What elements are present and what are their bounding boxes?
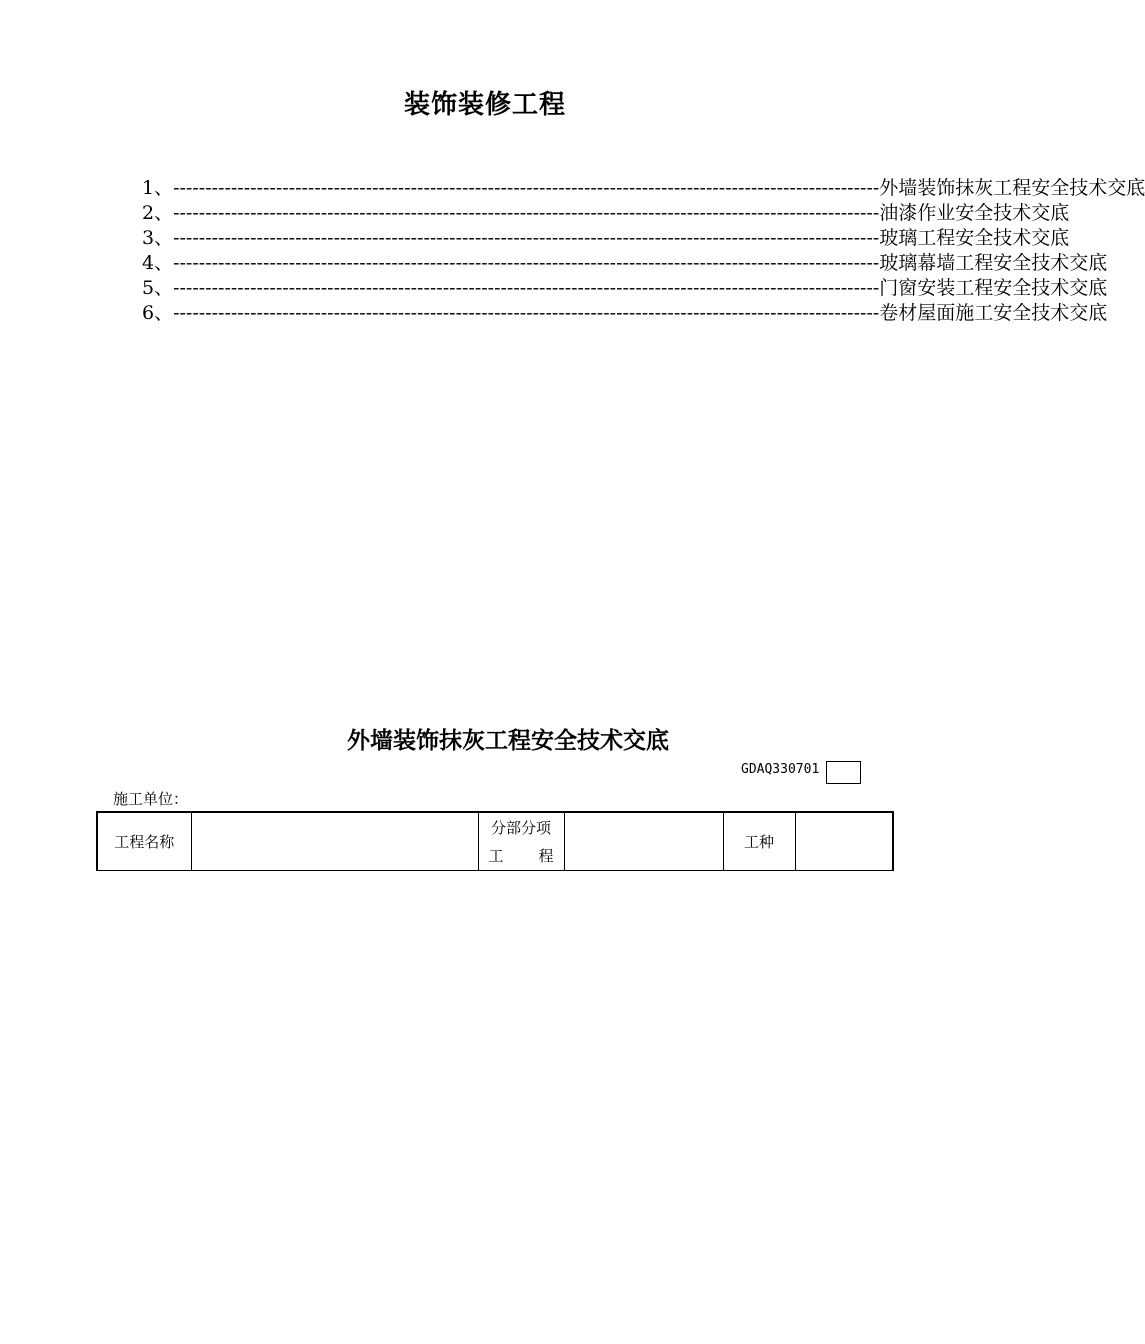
- sub-project-label: [478, 812, 564, 871]
- toc-item[interactable]: [142, 251, 1108, 276]
- sub-project-label-line1: 分部分项: [490, 818, 551, 837]
- sub-project-field[interactable]: [564, 812, 723, 871]
- toc-item-number: 1、: [142, 177, 174, 199]
- toc-item-title: 油漆作业安全技术交底: [879, 202, 1070, 224]
- toc-item-number: 4、: [142, 252, 174, 274]
- toc-item[interactable]: [142, 276, 1108, 301]
- toc-item-number: 6、: [142, 302, 174, 324]
- toc-leader: --------------------------------------------------------------------------------------------------------------: [173, 252, 880, 274]
- page-title: 装饰装修工程: [403, 90, 566, 120]
- toc-leader: --------------------------------------------------------------------------------------------------------------: [173, 202, 880, 224]
- toc-item-title: 外墙装饰抹灰工程安全技术交底: [879, 177, 1145, 199]
- toc-leader: --------------------------------------------------------------------------------------------------------------: [173, 302, 880, 324]
- project-info-table: [96, 811, 894, 871]
- toc-leader: --------------------------------------------------------------------------------------------------------------: [173, 227, 880, 249]
- sub-project-label-char2: 程: [538, 846, 554, 865]
- toc-item-title: 卷材屋面施工安全技术交底: [879, 302, 1108, 324]
- construction-unit-label: 施工单位：: [113, 790, 189, 808]
- project-name-field[interactable]: [191, 812, 478, 871]
- table-of-contents: [142, 176, 1145, 326]
- toc-item-title: 门窗安装工程安全技术交底: [879, 277, 1108, 299]
- trade-field[interactable]: [795, 812, 893, 871]
- toc-leader: --------------------------------------------------------------------------------------------------------------: [173, 277, 880, 299]
- toc-item-title: 玻璃工程安全技术交底: [879, 227, 1070, 249]
- toc-item[interactable]: [142, 201, 1070, 226]
- form-title: 外墙装饰抹灰工程安全技术交底: [347, 728, 669, 754]
- toc-item-number: 5、: [142, 277, 174, 299]
- project-name-label: 工程名称: [114, 833, 175, 851]
- toc-item[interactable]: [142, 226, 1070, 251]
- toc-item-number: 2、: [142, 202, 174, 224]
- toc-item-title: 玻璃幕墙工程安全技术交底: [879, 252, 1108, 274]
- sub-project-label-line2: [479, 842, 564, 870]
- trade-label: 工种: [723, 812, 795, 871]
- sub-project-label-char1: 工: [488, 846, 504, 865]
- toc-leader: --------------------------------------------------------------------------------------------------------------: [173, 177, 880, 199]
- form-code: GDAQ330701: [741, 762, 820, 777]
- toc-item-number: 3、: [142, 227, 174, 249]
- form-code-box[interactable]: [826, 761, 861, 784]
- toc-item[interactable]: [142, 176, 1145, 201]
- toc-item[interactable]: [142, 301, 1108, 326]
